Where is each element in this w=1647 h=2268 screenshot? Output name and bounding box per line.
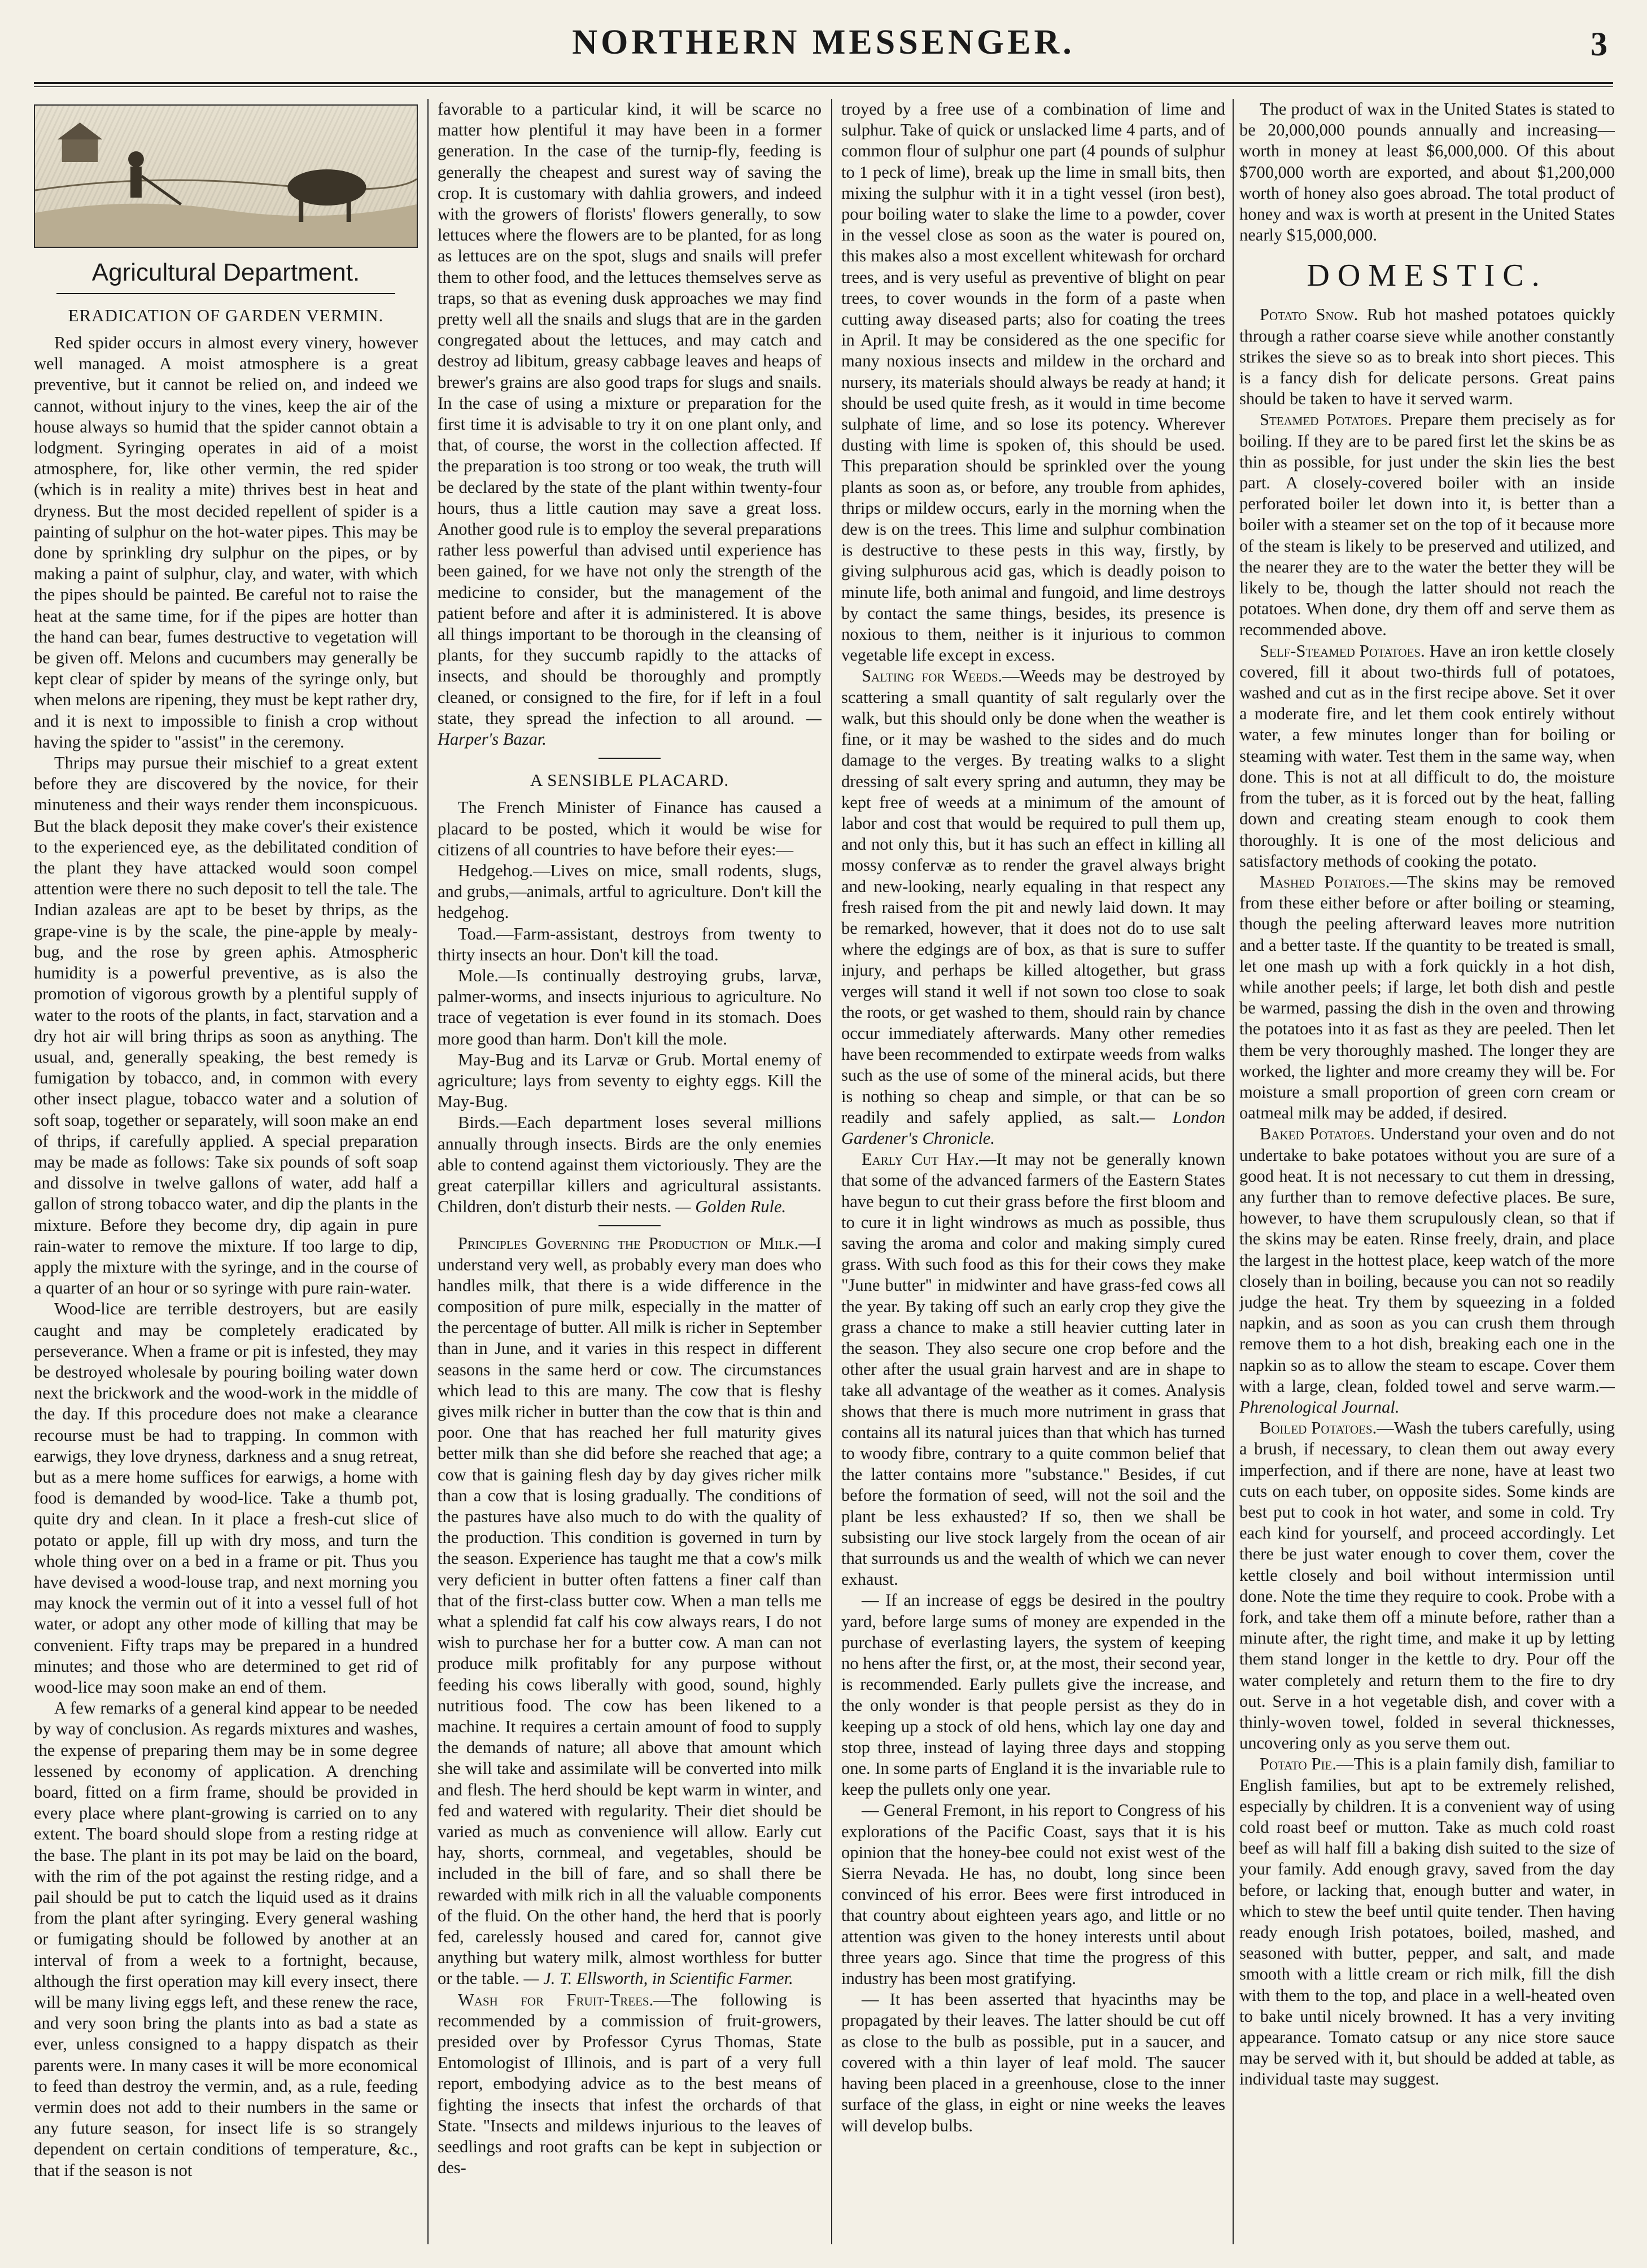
paragraph-text: Understand your oven and do not undertake to bake potatoes without you are sure of a good heat. It is not necessary to cut them in dressing, any further than to remove defective places. Be sure, however, to have them scrupulously clean, so that if the skins may be eaten. Rinse freely, drain, and place the largest in the hottest place, keep watch of the more closely than in boiling, because you can not so readily judge the heat. Try them by squeezing in a folded napkin, and as soon as you can crush them through remove them to a hot dish, breaking each one in the napkin so as to allow the steam to escape. Cover them with a large, clean, folded towel and serve warm. [1239, 1124, 1615, 1396]
article-paragraph: — General Fremont, in his report to Congress of his explorations of the Pacific Coast, says that it is his opinion that the honey-bee could not exist west of the Sierra Nevada. He has, no doubt, long since been convinced of his error. Bees were first introduced in that country about eighteen years ago, and little or no attention was given to the honey interests until about three years ago. Since that time the progress of this industry has been most gratifying. [841, 1801, 1225, 1989]
paragraph-text: Prepare them precisely as for boiling. If they are to be pared first let the skins be as thin as possible, for just under the skin lies the best part. A closely-covered boiler with an inside perforated boiler let down into it, is better than a boiler with a steamer set on the top of it because more of the steam is likely to be preserved and utilized, and the nearer they are to the water the better they will be likely to be, though the latter should not reach the potatoes. When done, dry them off and serve them as recommended above. [1239, 410, 1615, 640]
article-paragraph [438, 1990, 822, 2179]
recipe-paragraph [1239, 1754, 1615, 2090]
column-2 [438, 99, 822, 2244]
article-headline: A SENSIBLE PLACARD. [530, 770, 729, 790]
paragraph-text: —The following is recommended by a commission of fruit-growers, presided over by Professor Cyrus Thomas, State Entomologist of Illinois, and is part of a very full report, embodying advice as to the best means of fighting the insects that infest the orchards of that State. "Insects and mildews injurious to the leaves of seedlings and root grafts can be kept in subjection or des- [438, 1990, 822, 2178]
recipe-title: Mashed Potatoes. [1260, 872, 1390, 892]
source-credit: — J. T. Ellsworth, in Scientific Farmer. [523, 1969, 793, 1989]
paragraph-text: —It may not be generally known that some of the advanced farmers of the Eastern States have begun to cut their grass before the first bloom and to cure it in light windrows as much as possible, thus saving the aroma and color and making simply cured grass. With such food as this for their cows they make "June butter" in midwinter and have grass-fed cows all the year. By taking off such an early crop they give the grass a chance to make a still heavier cutting later in the season. They also secure one crop before and the other after the usual grain harvest and are in shape to take all advantage of the weather as it comes. Analysis shows that there is much more nutriment in grass that contains all its natural juices than that which has turned to woody fibre, contrary to a quite common belief that the latter contains more "substance." Besides, if cut before the formation of seed, will not the soil and the plant be less exhausted? If so, then we shall be subsisting our live stock largely from the ocean of air that surrounds us and the wealth of which we can never exhaust. [841, 1150, 1225, 1589]
recipe-title: Boiled Potatoes. [1260, 1418, 1377, 1438]
column-4 [1239, 99, 1615, 2244]
paragraph-lead: Wash for Fruit-Trees. [458, 1990, 654, 2009]
section-title: DOMESTIC. [1307, 258, 1548, 294]
article-headline: ERADICATION OF GARDEN VERMIN. [68, 305, 384, 325]
newspaper-title: NORTHERN MESSENGER. [572, 23, 1075, 62]
article-paragraph: — It has been asserted that hyacinths may be propagated by their leaves. The latter should be cut off as close to the bulb as possible, put in a saucer, and covered with a thin layer of leaf mold. The saucer having been placed in a greenhouse, close to the inner surface of the glass, in eight or nine weeks the leaves will develop bulbs. [841, 1990, 1225, 2135]
paragraph-text: —I understand very well, as probably every man does who handles milk, that there is a wide difference in the composition of pure milk, especially in the matter of the percentage of butter. All milk is richer in September than in June, and it varies in this respect in different seasons in the same herd or cow. The circumstances which lead to this are many. The cow that is fleshy gives milk richer in butter than the cow that is thin and poor. One that has reached her full maturity gives better milk than she did before she reached that age; a cow that is gaining flesh day by day gives richer milk than a cow that is losing gradually. The conditions of the pastures have also much to do with the quality of the production. This condition is governed in turn by the season. Experience has taught me that a cow's milk very deficient in butter often fattens a finer calf than that of the first-class butter cow. When a man tells me what a splendid fat calf his cow always rears, I do not wish to purchase her for a butter cow. A man can not produce milk profitably for any purpose without feeding his cows liberally with good, sound, highly nutritious food. The cow has been likened to a machine. It requires a certain amount of food to supply the demands of nature; all above that amount which she will take and assimilate will be converted into milk and flesh. The herd should be kept warm in winter, and fed and watered with regularity. Their diet should be varied as much as convenience will allow. Early cut hay, shorts, cornmeal, and vegetables, should be included in the bill of fare, and so shall there be rewarded with milk rich in all the valuable components of the fluid. On the other hand, the herd that is poorly fed, carelessly housed and cared for, cannot give anything but watery milk, almost worthless for butter or the table. [438, 1234, 822, 1989]
column-1 [34, 99, 418, 2244]
paragraph-lead: Salting for Weeds. [862, 666, 1003, 686]
paragraph-text: —The skins may be removed from these either before or after boiling or steaming, though the peeling afterward leaves more nutrition and a better taste. If the quantity to be treated is small, let one mash up with a fork quickly in a hot dish, while another peels; if large, let both dish and pestle be warmed, passing the dish in the oven and throwing the potatoes into it as fast as they are peeled. Then let them be very thoroughly mashed. The longer they are worked, the lighter and more creamy they will be. For moisture a small proportion of green corn cream or oatmeal milk may be added, if desired. [1239, 872, 1615, 1123]
article-paragraph [438, 1112, 822, 1217]
article-paragraph: Thrips may pursue their mischief to a great extent before they are discovered by the novice, for their minuteness and their ways render them inconspicuous. But the black deposit they make cover's their existence to the experienced eye, as the debilitated condition of the plant they have attacked would soon compel attention were there no such deposit to tell the tale. The Indian azaleas are apt to be beset by thrips, as the grape-vine is by the scale, the pine-apple by mealy-bug, and the rose by green aphis. Atmospheric humidity is a powerful preventive, as is also the promotion of vigorous growth by a plentiful supply of water to the roots of the plants, in fact, starvation and a dry hot air will bring thrips as soon as anything. The usual, and, generally speaking, the best remedy is fumigation by tobacco, and, in common with every other insect plague, tobacco water and a solution of soft soap, together or separately, will soon make an end of thrips, if carefully applied. A special preparation may be made as follows: Take six pounds of soft soap and dissolve in twelve gallons of water, add half a gallon of strong tobacco water, and dip the plants in the mixture. Before they become dry, dip again in pure rain-water to remove the mixture. If too large to dip, apply the mixture with the syringe, and in the course of a quarter of an hour or so syringe with pure rain-water. [34, 753, 418, 1298]
article-paragraph [438, 99, 822, 750]
recipe-title: Steamed Potatoes. [1260, 410, 1392, 430]
column-3 [841, 99, 1225, 2244]
masthead [34, 11, 1613, 88]
article-paragraph [438, 1233, 822, 1989]
article-paragraph [841, 1149, 1225, 1590]
recipe-title: Potato Snow. [1260, 305, 1358, 325]
recipe-title: Self-Steamed Potatoes. [1260, 641, 1425, 661]
paragraph-text: Rub hot mashed potatoes quickly through a rather coarse sieve while another constantly strikes the sieve so as to break into short pieces. This is a fancy dish for delicate persons. Great pains should be taken to have it served warm. [1239, 305, 1615, 409]
recipe-paragraph [1239, 872, 1615, 1124]
page-number: 3 [1591, 25, 1607, 63]
farm-engraving-image [34, 104, 418, 248]
department-title: Agricultural Department. [91, 259, 360, 286]
recipe-title: Baked Potatoes. [1260, 1124, 1375, 1144]
article-paragraph: Wood-lice are terrible destroyers, but are easily caught and may be completely eradicated by perseverance. When a frame or pit is infested, they may be destroyed wholesale by pouring boiling water down next the brickwork and the wood-work in the middle of the day. If this procedure does not make a clearance recourse must be had to trapping. In common with earwigs, they love dryness, darkness and a snug retreat, but as a mere home suffices for earwigs, a home with food is demanded by wood-lice. Take a thumb pot, quite dry and clean. In it place a fresh-cut slice of potato or apple, fill up with dry moss, and turn the whole thing over on a bed in a frame or pit. Thus you have devised a wood-louse trap, and next morning you may knock the vermin out of it into a vessel full of hot water, or adopt any other mode of killing that may be convenient. Fifty traps may be prepared in a hundred minutes; and those who are determined to get rid of wood-lice may soon make an end of them. [34, 1299, 418, 1697]
paragraph-text: Birds.—Each department loses several millions annually through insects. Birds are the only enemies able to contend against them victoriously. They are the great caterpillar killers and agricultural assistants. Children, don't disturb their nests. [438, 1113, 822, 1217]
masthead-rule [34, 82, 1613, 87]
paragraph-lead: Principles Governing the Production of Milk. [458, 1234, 799, 1253]
recipe-paragraph [1239, 409, 1615, 640]
paragraph-text: —Wash the tubers carefully, using a brush, if necessary, to clean them out away every imperfection, and if there are none, have at least two cuts on each tuber, on opposite sides. Some kinds are best put to cook in hot water, and some in cold. Try each kind for yourself, and proceed accordingly. Let there be just water enough to cover them, cover the kettle closely and boil without intermission until done. Note the time they require to cook. Probe with a fork, and take them off a minute before, rather than a minute after, the right time, and make it up by letting them stand longer in the kettle to dry. Pour off the water completely and return them to the fire to dry out. Serve in a hot vegetable dish, and cover with a thinly-woven towel, folded in several thicknesses, uncovering only as you serve them out. [1239, 1418, 1615, 1753]
article-paragraph: May-Bug and its Larvæ or Grub. Mortal enemy of agriculture; lays from seventy to eighty eggs. Kill the May-Bug. [438, 1050, 822, 1112]
source-credit: — Harper's Bazar. [438, 708, 822, 749]
divider [598, 1225, 661, 1226]
article-paragraph [841, 666, 1225, 1149]
column-rule [427, 99, 429, 2244]
article-paragraph: — If an increase of eggs be desired in the poultry yard, before large sums of money are expended in the purchase of everlasting layers, the system of keeping no hens after the first, or, at the most, their second year, is recommended. Early pullets give the increase, and the only wonder is that people persist as they do in keeping up a stock of old hens, which lay one day and stop three, instead of laying three days and stopping one. In some parts of England it is the invariable rule to keep the pullets only one year. [841, 1590, 1225, 1799]
article-paragraph: The French Minister of Finance has caused a placard to be posted, which it would be wise for citizens of all countries to have before their eyes:— [438, 798, 822, 859]
paragraph-text: —Weeds may be destroyed by scattering a small quantity of salt regularly over the walk, but this should only be done when the weather is fine, or it may be washed to the sides and do much damage to the verges. By treating walks to a slight dressing of salt every spring and autumn, they may be kept free of weeds at a minimum of the amount of labor and cost that would be required to pull them up, and not only this, but it has such an effect in killing all mossy confervæ as to render the gravel always bright and new-looking, nearly equaling in that respect any fresh raised from the pit and newly laid down. It may be remarked, however, that it does not do to use salt where the edgings are of box, as that is sure to suffer injury, and perhaps be killed altogether, but grass verges will stand it well if not sown too close to soak the roots, or get washed to them, should rain by chance occur immediately afterwards. Many other remedies have been recommended to extirpate weeds from walks such as the use of some of the mineral acids, but there is nothing so cheap and simple, or that can be so readily and safely applied, as salt. [841, 666, 1225, 1127]
article-paragraph: The product of wax in the United States is stated to be 20,000,000 pounds annually and increasing—worth in money at least $6,000,000. Of this about $700,000 worth are exported, and about $1,200,000 worth of honey also goes abroad. The total product of honey and wax is worth at present in the United States nearly $15,000,000. [1239, 99, 1615, 245]
article-paragraph: Hedgehog.—Lives on mice, small rodents, slugs, and grubs,—animals, artful to agriculture. Don't kill the hedgehog. [438, 860, 822, 923]
recipe-paragraph [1239, 304, 1615, 409]
divider [56, 293, 395, 294]
column-rule [831, 99, 832, 2244]
article-paragraph: Red spider occurs in almost every vinery, however well managed. A moist atmosphere is a great preventive, but it cannot be relied on, and indeed we cannot, without injury to the vines, keep the air of the house always so humid that the spider cannot obtain a lodgment. Syringing operates in aid of a moist atmosphere, for, like other vermin, the red spider (which is in reality a mite) thrives best in heat and dryness. But the most decided repellent of spider is a painting of sulphur on the hot-water pipes. This may be done by sprinkling dry sulphur on the pipes, or by making a paint of sulphur, clay, and water, with which the pipes should be painted. Be careful not to raise the heat at the same time, for if the pipes are hotter than the hand can bear, fumes destructive to vegetation will be given off. Melons and cucumbers may generally be kept clear of spider by means of the syringe only, but when melons are ripening, they must be kept rather dry, and it is next to impossible to finish a crop without having the spider to "assist" in the ceremony. [34, 333, 418, 751]
paragraph-text: —This is a plain family dish, familiar to English families, but apt to be extremely relished, especially by children. It is a convenient way of using cold roast beef or mutton. Take as much cold roast beef as will half fill a baking dish suited to the size of your family. Add enough gravy, saved from the day before, or lacking that, enough butter and water, in which to stew the beef until quite tender. Then having ready enough Irish potatoes, boiled, mashed, and seasoned with butter, pepper, and salt, and made smooth with a little cream or rich milk, fill the dish with them to the top, and place in a well-heated oven to bake until nicely browned. It has a very inviting appearance. Tomato catsup or any nice store sauce may be served with it, but should be added at table, as individual taste may suggest. [1239, 1754, 1615, 2089]
source-credit: — Phrenological Journal. [1239, 1376, 1615, 1417]
article-paragraph: troyed by a free use of a combination of lime and sulphur. Take of quick or unslacked lime 4 parts, and of common flour of sulphur one part (4 pounds of sulphur to 1 peck of lime), break up the lime in small bits, then mixing the sulphur with it in a tight vessel (iron best), pour boiling water to slake the lime to a powder, cover in the vessel close as soon as the water is poured on, this makes also a most excellent whitewash for orchard trees, and is very useful as preventive of blight on pear trees, to cover wounds in the form of a paste when cutting away diseased parts; also for coating the trees in April. It may be considered as the one specific for many noxious insects and mildew in the orchard and nursery, its materials should always be ready at hand; it should be used quite fresh, as it would in time become sulphate of lime, and so lose its potency. Wherever dusting with lime is spoken of, this should be used. This preparation should be sprinkled over the young plants as soon as, or before, any trouble from aphides, thrips or mildew occurs, early in the morning when the dew is on the trees. This lime and sulphur combination is destructive to these pests in this way, firstly, by giving sulphurous acid gas, which is deadly poison to minute life, both animal and fungoid, and lime destroys by contact the same things, besides, its presence is noxious to them, neither is it injurious to common vegetable life except in excess. [841, 99, 1225, 665]
article-paragraph: Mole.—Is continually destroying grubs, larvæ, palmer-worms, and insects injurious to agriculture. No trace of vegetation is ever found in its stomach. Does more good than harm. Don't kill the mole. [438, 965, 822, 1048]
divider [598, 758, 661, 759]
column-rule [1233, 99, 1234, 2244]
article-paragraph: Toad.—Farm-assistant, destroys from twenty to thirty insects an hour. Don't kill the toad. [438, 924, 822, 964]
article-paragraph: A few remarks of a general kind appear to be needed by way of conclusion. As regards mixtures and washes, the expense of preparing them may be in some degree lessened by economy of application. A drenching board, fitted on a firm frame, should be provided in every place where plant-growing is carried on to any extent. The board should slope from a resting ridge at the base. The plant in its pot may be laid on the board, with the rim of the pot against the resting ridge, and a pail should be put to catch the liquid used as it drains from the plant after syringing. Every general washing or fumigating should be followed by another at an interval of from a week to a fortnight, because, although the first operation may kill every insect, there will be many living eggs left, and these renew the race, and very soon bring the plants into as bad a state as ever, unless consigned to a happy dispatch as their parents were. In many cases it will be more economical to feed than destroy the vermin, and, as a rule, feeding vermin does not add to their numbers in the same or any future season, for insect life is so strangely dependent on certain conditions of temperature, &c., that if the season is not [34, 1698, 418, 2180]
source-credit: — Golden Rule. [675, 1197, 787, 1217]
recipe-paragraph [1239, 641, 1615, 872]
paragraph-text: favorable to a particular kind, it will be scarce no matter how plentiful it may have been in a former generation. In the case of the turnip-fly, feeding is generally the cheapest and surest way of saving the crop. It is customary with dahlia growers, and indeed with the growers of florists' flowers generally, to sow lettuces where the flowers are to be planted, for as long as lettuces are on the spot, slugs and snails will prefer them to other food, and the lettuces themselves serve as traps, so that as evening dusk approaches we may find pretty well all the snails and slugs that are in the garden congregated about the lettuces, and may catch and destroy ad libitum, greasy cabbage leaves and heaps of brewer's grains are also good traps for slugs and snails. In the case of using a mixture or preparation for the first time it is advisable to try it on one plant only, and that, of course, the worst in the collection affected. If the preparation is too strong or too weak, the truth will be declared by the state of the plant within twenty-four hours, thus a little caution may save a great loss. Another good rule is to employ the several preparations rather less powerful than advised until experience has been gained, for we have not only the strength of the medicine to consider, but the management of the patient before and after it is administered. It is above all things important to be thorough in the cleansing of plants, for they succumb rapidly to the attacks of insects, and should be thoroughly and promptly cleaned, or consigned to the fire, for if left in a foul state, they spread the infection to all around. [438, 99, 822, 728]
recipe-paragraph [1239, 1418, 1615, 1754]
source-credit: — London Gardener's Chronicle. [841, 1107, 1225, 1148]
recipe-paragraph [1239, 1124, 1615, 1418]
recipe-title: Potato Pie. [1260, 1754, 1336, 1774]
paragraph-lead: Early Cut Hay. [862, 1150, 980, 1169]
paragraph-text: Have an iron kettle closely covered, fill it about two-thirds full of potatoes, washed and cut as in the first recipe above. Set it over a moderate fire, and let them cook entirely without water, a few minutes longer than for boiling or steaming with water. Test them in the same way, when done. This is not at all difficult to do, the moisture from the tuber, as it is forced out by the heat, falling down and creating steam enough to cook them thoroughly. It is one of the most delicious and satisfactory methods of cooking the potato. [1239, 641, 1615, 871]
